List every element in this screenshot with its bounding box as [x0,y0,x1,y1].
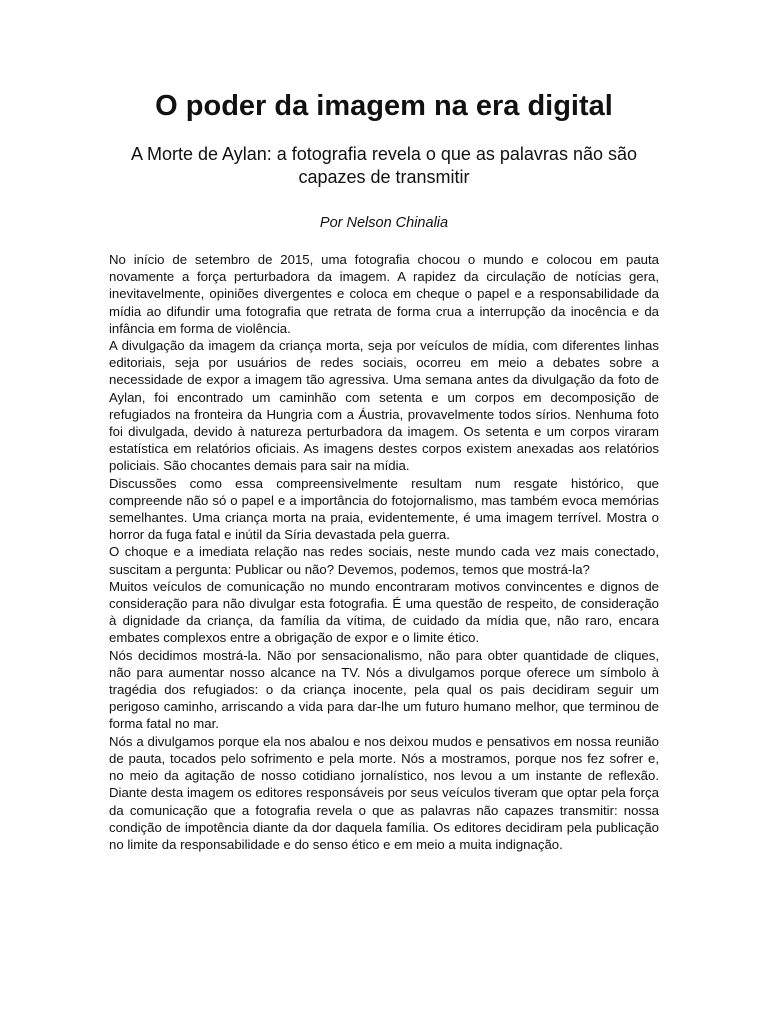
paragraph-7: Nós a divulgamos porque ela nos abalou e nos deixou mudos e pensativos em nossa reunião de pauta, tocados pelo sofrimento e pela morte. Nós a mostramos, porque nos fez sofrer e, no meio da agitação de nosso cotidiano jornalístico, nos levou a um instante de reflexão. Diante desta imagem os editores responsáveis por seus veículos tiveram que optar pela força da comunicação que a fotografia revela o que as palavras não capazes transmitir: nossa condição de impotência diante da dor daquela família. Os editores decidiram pela publicação no limite da responsabilidade e do senso ético e em meio a muita indignação. [109,733,659,852]
paragraph-4: O choque e a imediata relação nas redes sociais, neste mundo cada vez mais conectado, suscitam a pergunta: Publicar ou não? Devemos, podemos, temos que mostrá-la? [109,544,659,577]
paragraph-3: Discussões como essa compreensivelmente resultam num resgate histórico, que compreende não só o papel e a importância do fotojornalismo, mas também evoca memórias semelhantes. Uma criança morta na praia, evidentemente, é uma imagem terrível. Mostra o horror da fuga fatal e inútil da Síria devastada pela guerra. [109,475,659,543]
article-body [109,251,659,853]
author-byline: Por Nelson Chinalia [319,215,449,231]
paragraph-5: Muitos veículos de comunicação no mundo encontraram motivos convincentes e dignos de consideração para não divulgar esta fotografia. É uma questão de respeito, de consideração à dignidade da criança, da família da vítima, de cuidado da mídia que, não raro, encara embates complexos entre a obrigação de expor e o limite ético. [109,578,659,646]
page-subtitle: A Morte de Aylan: a fotografia revela o que as palavras não são capazes de transmitir [131,144,637,187]
page-title: O poder da imagem na era digital [155,90,613,122]
paragraph-1: No início de setembro de 2015, uma fotografia chocou o mundo e colocou em pauta novamente a força perturbadora da imagem. A rapidez da circulação de notícias gera, inevitavelmente, opiniões divergentes e coloca em cheque o papel e a responsabilidade da mídia ao difundir uma fotografia que retrata de forma crua a interrupção da inocência e da infância em forma de violência. [109,252,659,336]
paragraph-2: A divulgação da imagem da criança morta, seja por veículos de mídia, com diferentes linhas editoriais, seja por usuários de redes sociais, ocorreu em meio a debates sobre a necessidade de expor a imagem tão agressiva. Uma semana antes da divulgação da foto de Aylan, foi encontrado um caminhão com setenta e um corpos em decomposição de refugiados na fronteira da Hungria com a Áustria, provavelmente todos sírios. Nenhuma foto foi divulgada, devido à natureza perturbadora da imagem. Os setenta e um corpos viraram estatística em relatórios oficiais. As imagens destes corpos existem anexadas aos relatórios policiais. São chocantes demais para sair na mídia. [109,338,659,474]
paragraph-6: Nós decidimos mostrá-la. Não por sensacionalismo, não para obter quantidade de cliques, não para aumentar nosso alcance na TV. Nós a divulgamos porque oferece um símbolo à tragédia dos refugiados: o da criança inocente, pela qual os pais decidiram seguir um perigoso caminho, arriscando a vida para dar-lhe um futuro humano melhor, que terminou de forma fatal no mar. [109,647,659,732]
